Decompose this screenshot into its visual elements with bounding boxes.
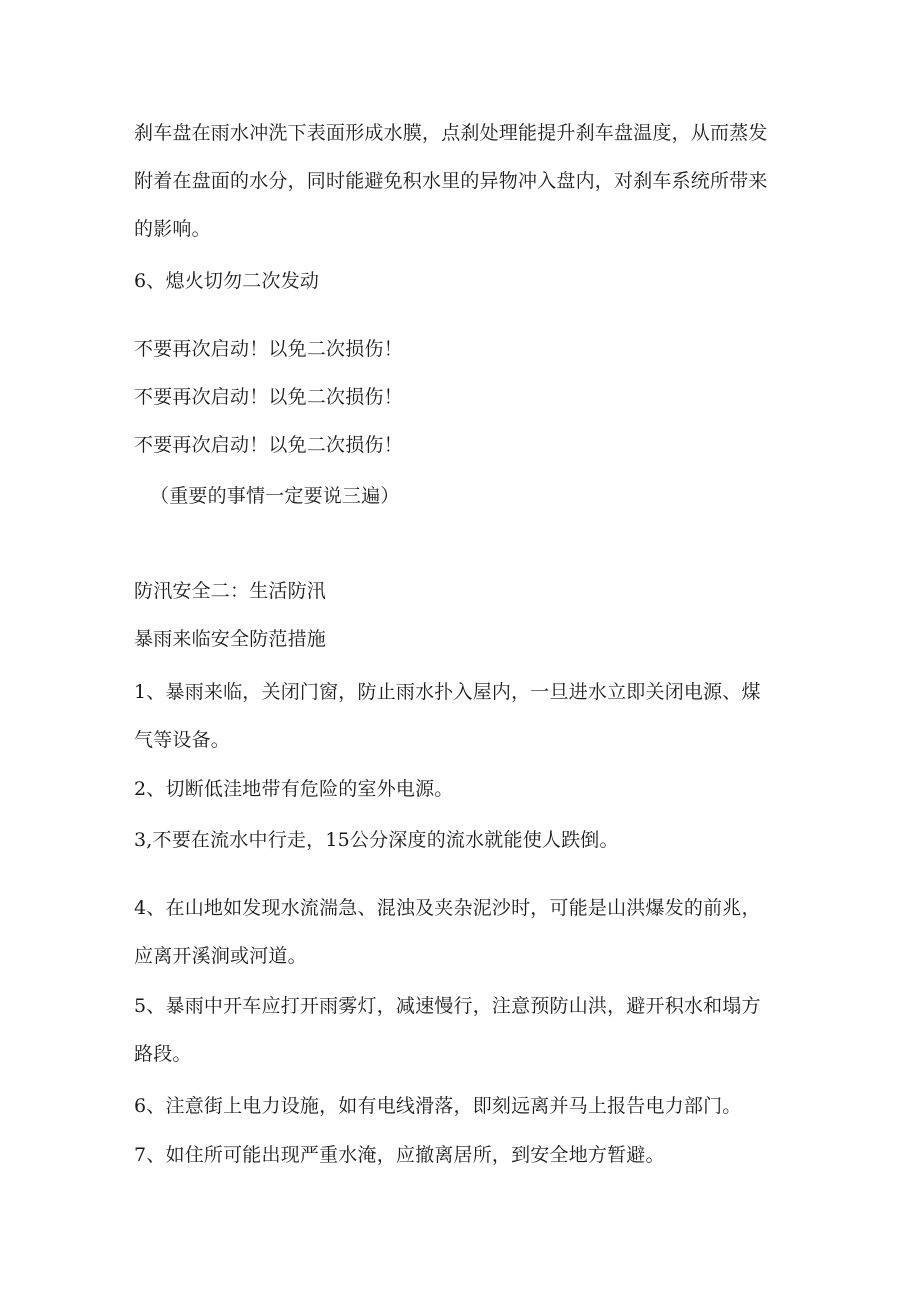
- paragraph-brake-line-1: 刹车盘在雨水冲洗下表面形成水膜，点刹处理能提升刹车盘温度，从而蒸发: [134, 122, 768, 144]
- list-item-1-line-1: 1、暴雨来临，关闭门窗，防止雨水扑入屋内，一旦进水立即关闭电源、煤: [134, 681, 761, 703]
- warning-line-1: 不要再次启动！以免二次损伤！: [134, 338, 403, 360]
- heading-item-6: 6、熄火切勿二次发动: [134, 270, 320, 292]
- list-item-5-line-1: 5、暴雨中开车应打开雨雾灯，减速慢行，注意预防山洪，避开积水和塌方: [134, 995, 761, 1017]
- paragraph-brake-line-2: 附着在盘面的水分，同时能避免积水里的异物冲入盘内，对刹车系统所带来: [134, 170, 768, 192]
- list-item-3: 3,不要在流水中行走，15公分深度的流水就能使人跌倒。: [134, 829, 619, 851]
- list-item-1-line-2: 气等设备。: [134, 729, 231, 751]
- list-item-6: 6、注意街上电力设施，如有电线滑落，即刻远离并马上报告电力部门。: [134, 1095, 742, 1117]
- paragraph-brake-line-3: 的影响。: [134, 218, 211, 240]
- list-item-7: 7、如住所可能出现严重水淹，应撤离居所，到安全地方暂避。: [134, 1144, 665, 1166]
- list-item-4-line-1: 4、在山地如发现水流湍急、混浊及夹杂泥沙时，可能是山洪爆发的前兆，: [134, 897, 761, 919]
- section-subtitle: 暴雨来临安全防范措施: [134, 628, 327, 650]
- section-title: 防汛安全二：生活防汛: [134, 580, 327, 602]
- warning-line-3: 不要再次启动！以免二次损伤！: [134, 434, 403, 456]
- list-item-5-line-2: 路段。: [134, 1043, 192, 1065]
- list-item-4-line-2: 应离开溪涧或河道。: [134, 945, 307, 967]
- emphasis-note: （重要的事情一定要说三遍）: [150, 485, 400, 507]
- list-item-2: 2、切断低洼地带有危险的室外电源。: [134, 778, 454, 800]
- warning-line-2: 不要再次启动！以免二次损伤！: [134, 386, 403, 408]
